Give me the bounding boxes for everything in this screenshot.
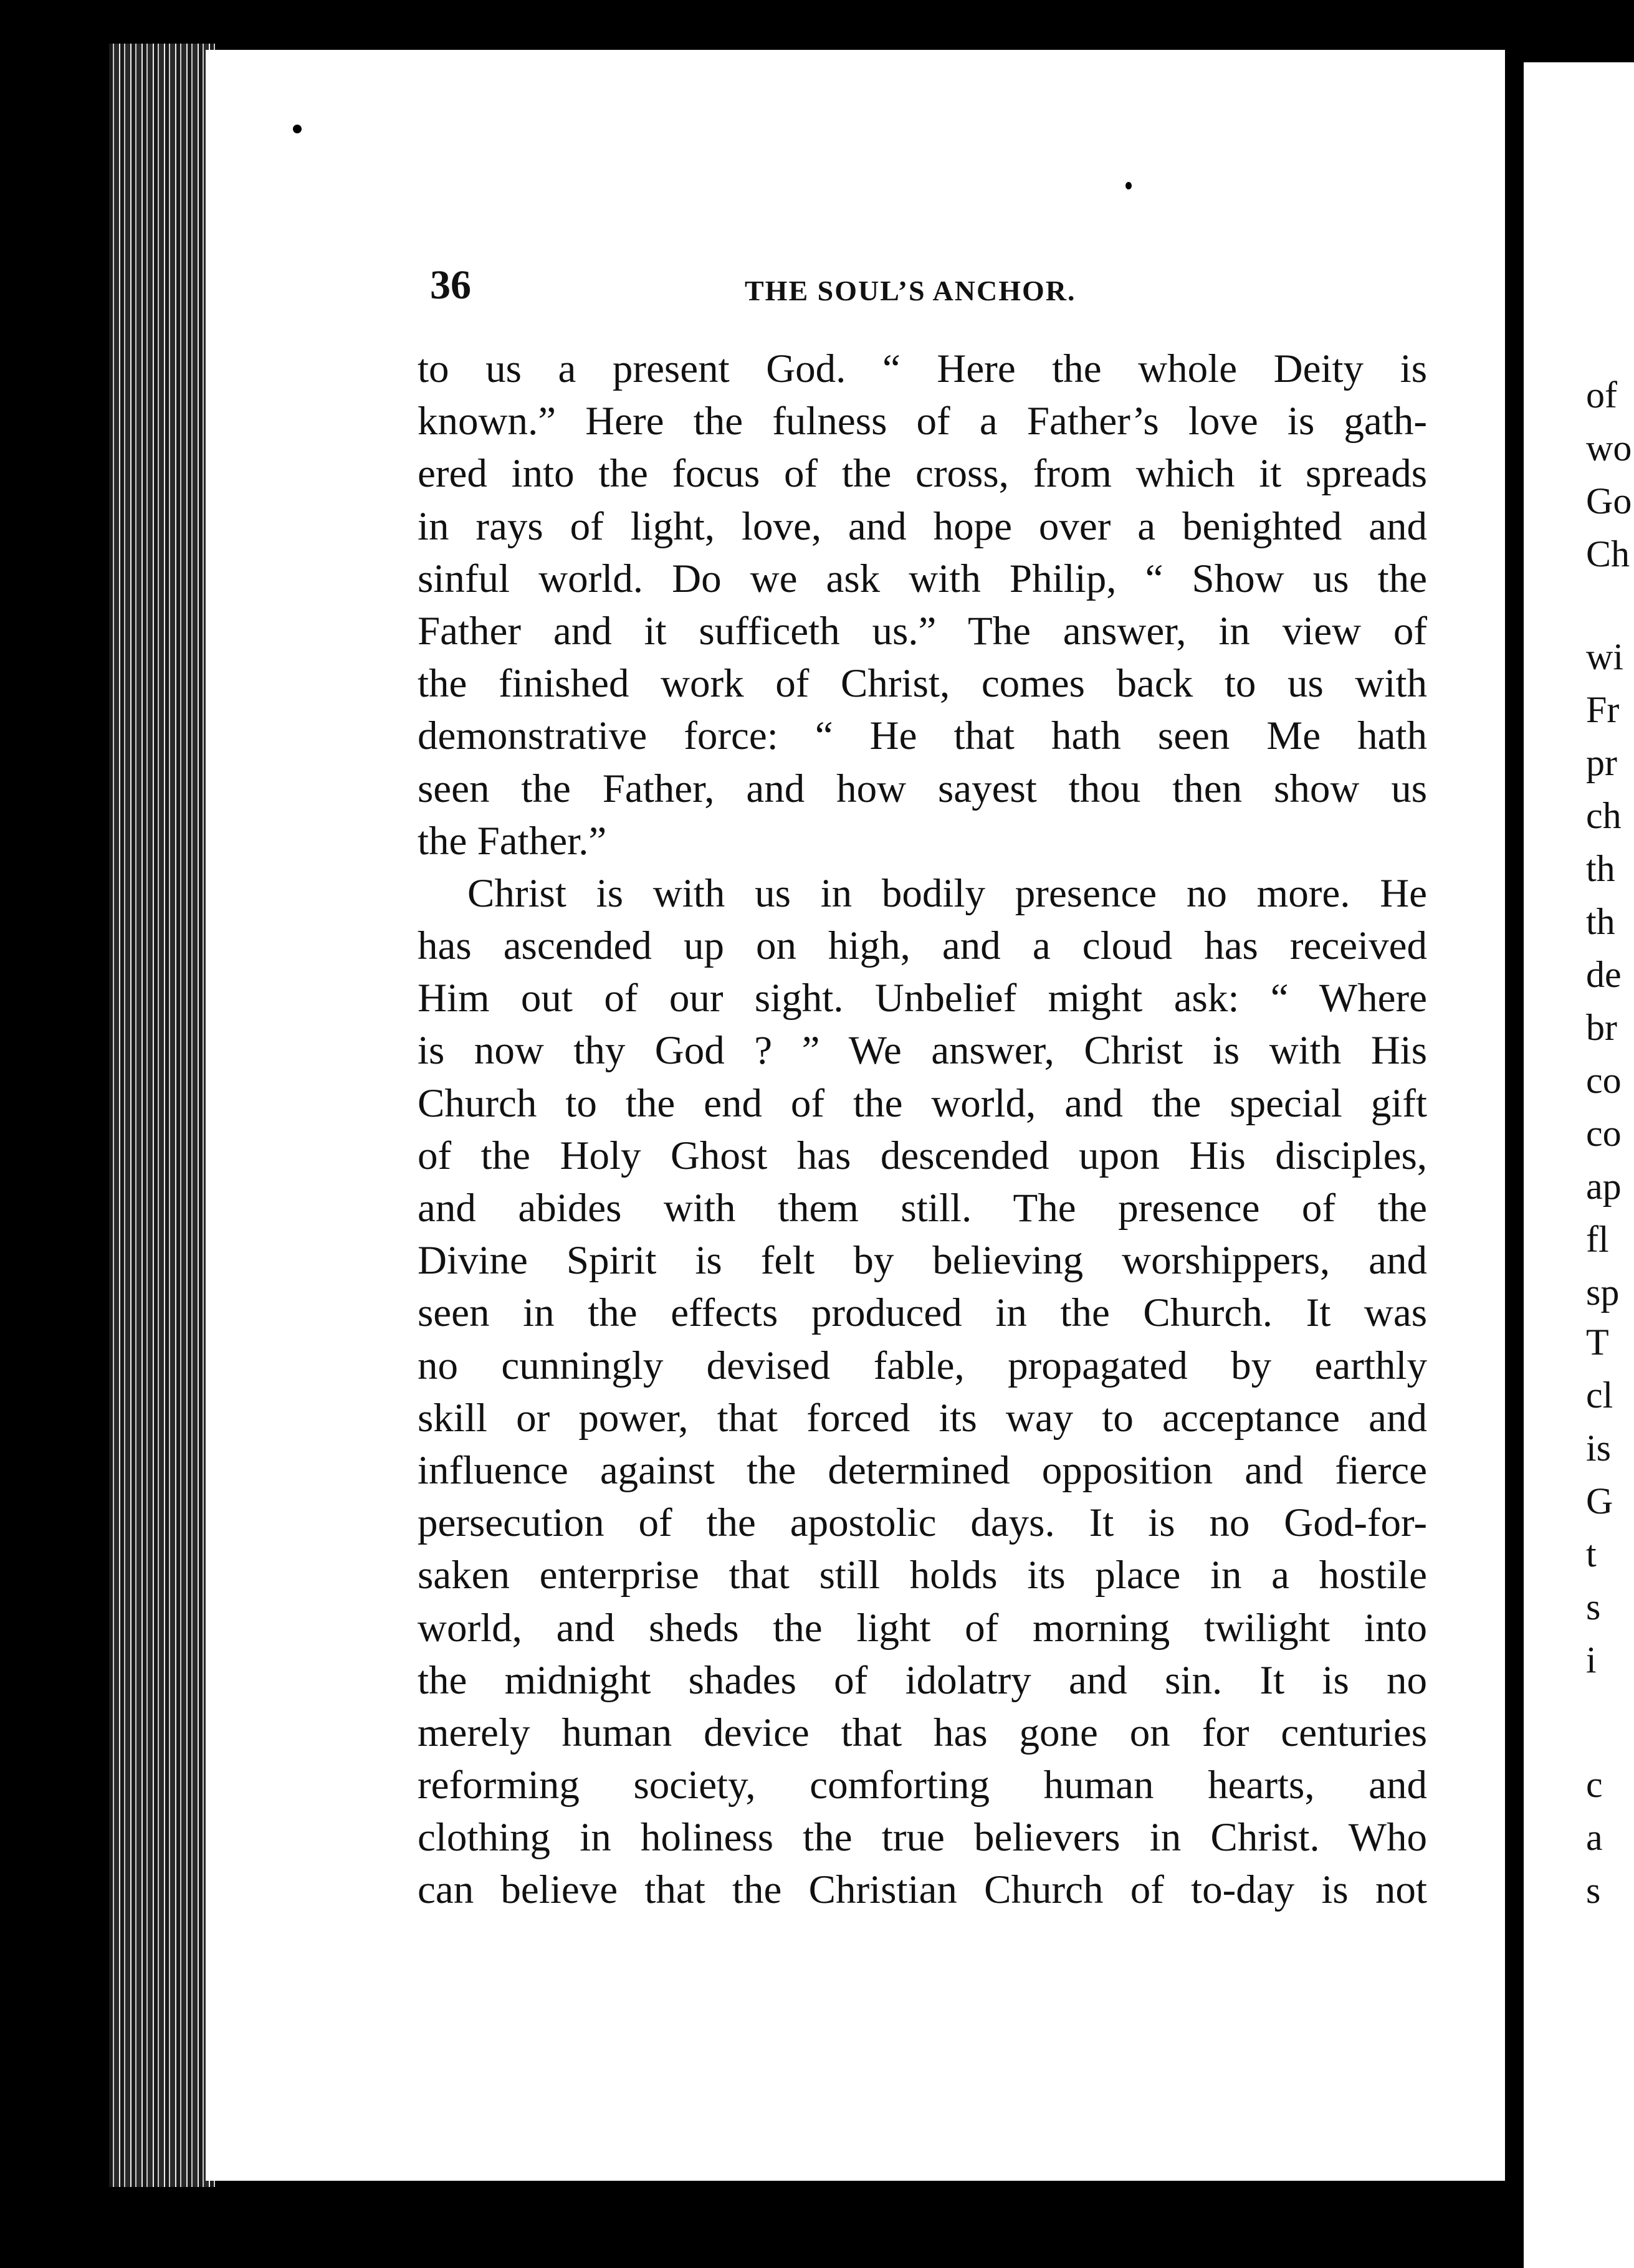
text-line: reforming society, comforting human hearts, and <box>418 1763 1427 1808</box>
running-title: THE SOUL’S ANCHOR. <box>745 275 1076 307</box>
next-page-fragment: Ch <box>1586 533 1630 574</box>
text-line: seen in the effects produced in the Church. It was <box>418 1290 1427 1336</box>
text-line: the midnight shades of idolatry and sin. It is no <box>418 1657 1427 1703</box>
text-line: seen the Father, and how sayest thou then show us <box>418 766 1427 811</box>
next-page-fragment: T <box>1586 1322 1609 1363</box>
text-line: influence against the determined opposition and fierce <box>418 1447 1427 1493</box>
next-page-fragment: G <box>1586 1480 1613 1522</box>
text-line: the finished work of Christ, comes back to us with <box>418 661 1427 707</box>
next-page-fragment: th <box>1586 901 1615 942</box>
next-page-fragment: pr <box>1586 742 1617 783</box>
speck <box>293 125 302 133</box>
page-number: 36 <box>430 262 471 308</box>
text-line: has ascended up on high, and a cloud has received <box>418 923 1427 969</box>
next-page-fragment: sp <box>1586 1272 1620 1313</box>
next-page-fragment: s <box>1586 1586 1601 1627</box>
next-page-fragment: cl <box>1586 1375 1613 1416</box>
page-edges <box>109 44 215 2187</box>
next-page-fragment: wi <box>1586 636 1623 677</box>
text-line: of the Holy Ghost has descended upon His disciples, <box>418 1133 1427 1178</box>
text-line: the Father.” <box>418 818 607 864</box>
next-page-fragment: th <box>1586 848 1615 889</box>
next-page-fragment: a <box>1586 1817 1603 1858</box>
text-line: skill or power, that forced its way to acceptance and <box>418 1395 1427 1441</box>
next-page-fragment: c <box>1586 1764 1603 1805</box>
next-page-fragment: co <box>1586 1060 1622 1101</box>
text-line: world, and sheds the light of morning twilight into <box>418 1605 1427 1651</box>
text-line: sinful world. Do we ask with Philip, “ Show us the <box>418 556 1427 601</box>
text-line: demonstrative force: “ He that hath seen Me hath <box>418 713 1427 759</box>
text-line: saken enterprise that still holds its place in a hostile <box>418 1553 1427 1598</box>
text-line: known.” Here the fulness of a Father’s love is gath- <box>418 399 1427 444</box>
next-page-fragment: of <box>1586 374 1617 416</box>
next-page-fragment: i <box>1586 1639 1597 1680</box>
next-page-fragment: co <box>1586 1113 1622 1154</box>
next-page-fragment: br <box>1586 1007 1617 1048</box>
next-page-fragment: t <box>1586 1533 1597 1575</box>
text-line: can believe that the Christian Church of to-day is not <box>418 1867 1427 1913</box>
text-line: Christ is with us in bodily presence no more. He <box>467 870 1427 916</box>
speck <box>1125 182 1132 189</box>
next-page-fragment: ch <box>1586 795 1622 836</box>
next-page-fragment: s <box>1586 1870 1601 1911</box>
text-line: to us a present God. “ Here the whole Deity is <box>418 346 1427 391</box>
next-page-fragment: wo <box>1586 427 1632 469</box>
text-line: no cunningly devised fable, propagated by earthly <box>418 1343 1427 1388</box>
text-line: ered into the focus of the cross, from which it spreads <box>418 451 1427 497</box>
text-line: Him out of our sight. Unbelief might ask: “ Where <box>418 976 1427 1021</box>
body-text <box>418 343 1427 1917</box>
text-line: in rays of light, love, and hope over a benighted and <box>418 503 1427 549</box>
next-page-fragment: is <box>1586 1427 1612 1469</box>
text-line: merely human device that has gone on for centuries <box>418 1710 1427 1755</box>
text-line: Father and it sufficeth us.” The answer, in view of <box>418 608 1427 654</box>
text-line: and abides with them still. The presence of the <box>418 1186 1427 1231</box>
text-line: clothing in holiness the true believers in Christ. Who <box>418 1815 1427 1861</box>
text-line: persecution of the apostolic days. It is no God-for- <box>418 1500 1427 1546</box>
next-page-fragment: Go <box>1586 480 1632 522</box>
text-line: Divine Spirit is felt by believing worshippers, and <box>418 1238 1427 1284</box>
text-line: is now thy God ? ” We answer, Christ is with His <box>418 1028 1427 1074</box>
next-page-fragment: Fr <box>1586 689 1620 730</box>
next-page-fragment: de <box>1586 954 1622 995</box>
text-line: Church to the end of the world, and the special gift <box>418 1080 1427 1126</box>
page-header <box>430 262 1209 318</box>
next-page-fragment: ap <box>1586 1166 1622 1207</box>
next-page-fragment: fl <box>1586 1219 1609 1260</box>
